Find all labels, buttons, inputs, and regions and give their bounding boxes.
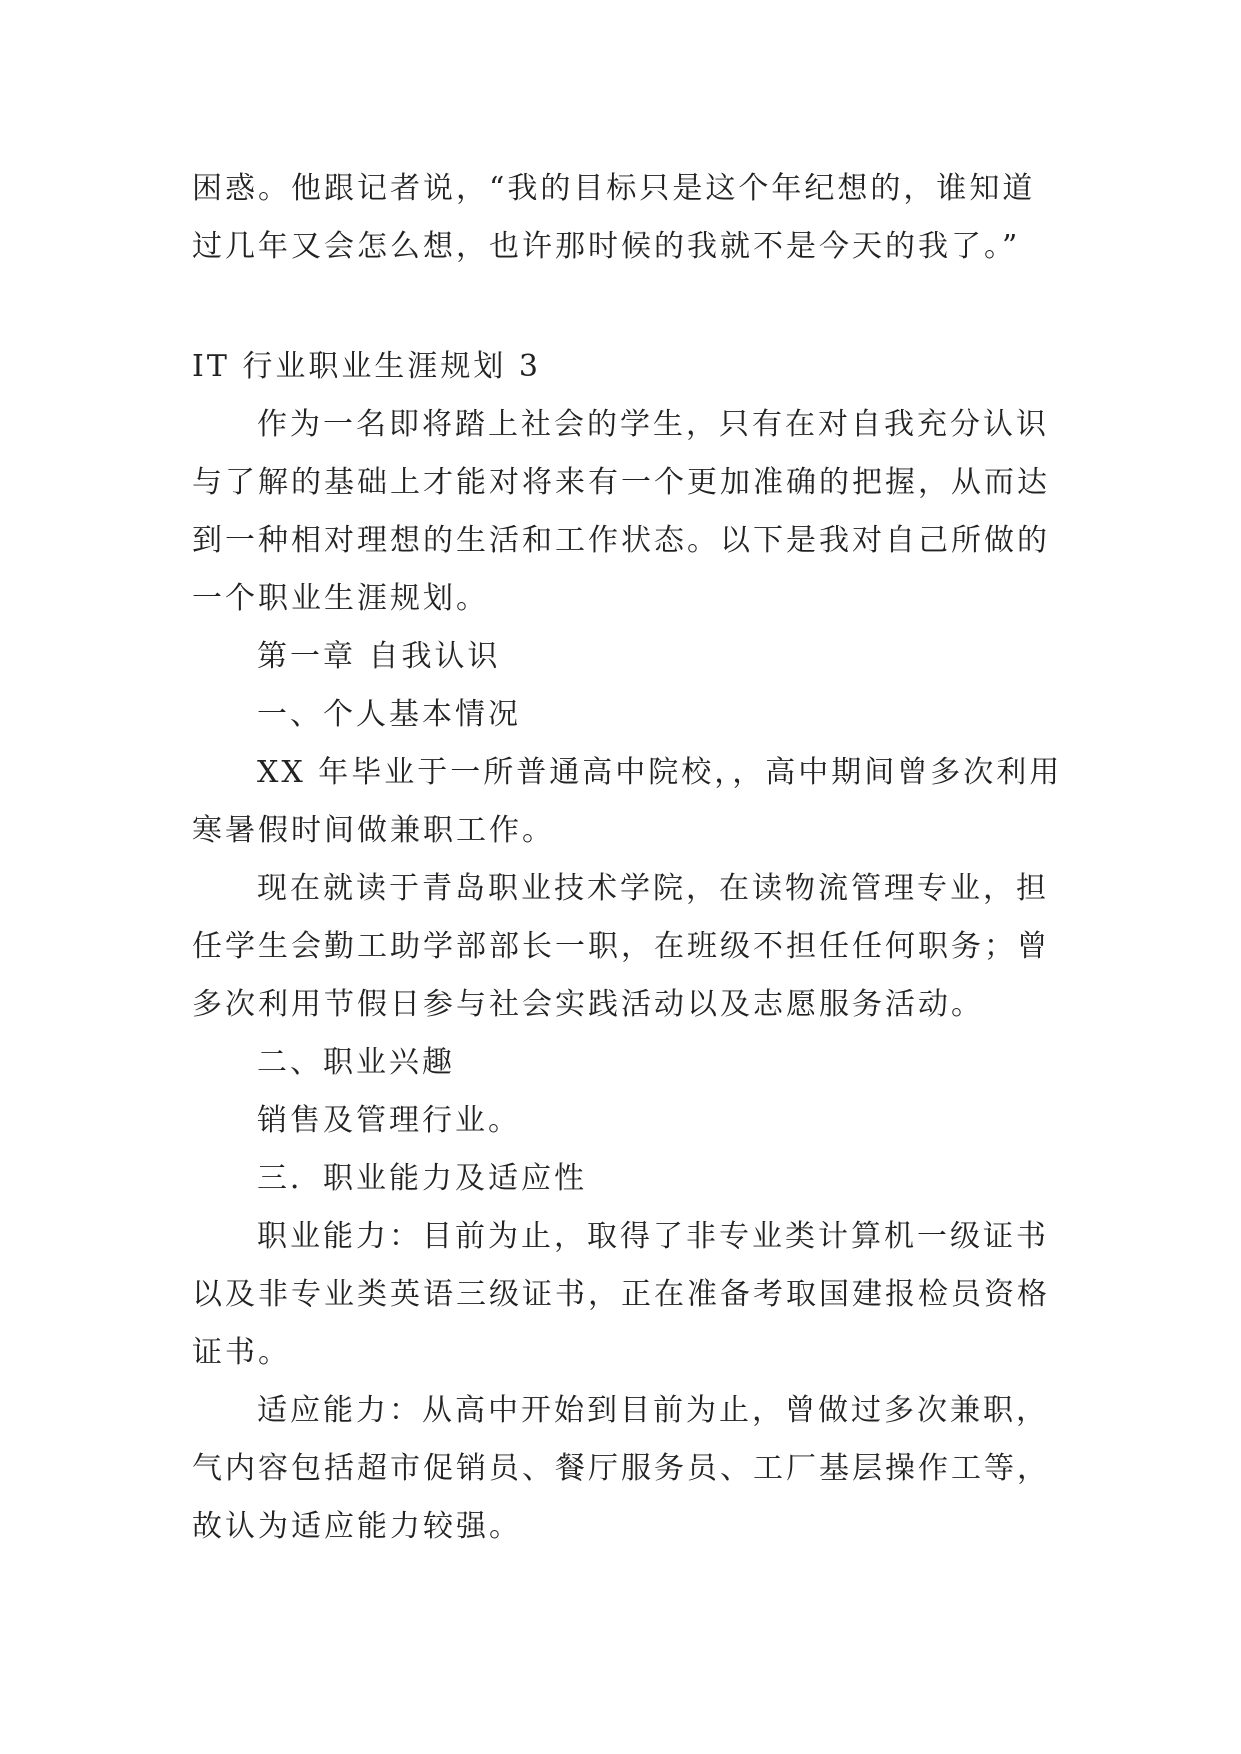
subsection-heading: 二、职业兴趣 [257,1045,455,1080]
document-body [192,160,1063,1556]
subsection-heading: 一、个人基本情况 [257,697,521,732]
paragraph-line: 故认为适应能力较强。 [192,1509,522,1544]
paragraph-line: 职业能力：目前为止，取得了非专业类计算机一级证书 [257,1219,1049,1254]
paragraph-line: 以及非专业类英语三级证书，正在准备考取国建报检员资格 [192,1277,1050,1312]
subsection-heading: 三．职业能力及适应性 [257,1161,587,1196]
section-heading: IT 行业职业生涯规划 3 [192,349,542,384]
paragraph-line: XX 年毕业于一所普通高中院校，，高中期间曾多次利用 [257,755,1063,790]
paragraph-spacer [192,276,1052,338]
paragraph-line: 销售及管理行业。 [257,1103,521,1138]
paragraph-line: 过几年又会怎么想，也许那时候的我就不是今天的我了。” [192,229,1021,264]
chapter-heading: 第一章 自我认识 [257,639,501,674]
paragraph-line: 与了解的基础上才能对将来有一个更加准确的把握，从而达 [192,465,1050,500]
paragraph-line: 适应能力：从高中开始到目前为止，曾做过多次兼职， [257,1393,1049,1428]
paragraph-line: 气内容包括超市促销员、餐厅服务员、工厂基层操作工等， [192,1451,1050,1486]
paragraph-line: 到一种相对理想的生活和工作状态。以下是我对自己所做的 [192,523,1050,558]
paragraph-line: 作为一名即将踏上社会的学生，只有在对自我充分认识 [257,407,1049,442]
paragraph-line: 一个职业生涯规划。 [192,581,489,616]
paragraph-line: 任学生会勤工助学部部长一职，在班级不担任任何职务；曾 [192,929,1050,964]
paragraph-line: 现在就读于青岛职业技术学院，在读物流管理专业，担 [257,871,1049,906]
paragraph-line: 多次利用节假日参与社会实践活动以及志愿服务活动。 [192,987,984,1022]
paragraph-line: 证书。 [192,1335,291,1370]
paragraph-line: 寒暑假时间做兼职工作。 [192,813,555,848]
paragraph-line: 困惑。他跟记者说，“我的目标只是这个年纪想的，谁知道 [192,171,1036,206]
